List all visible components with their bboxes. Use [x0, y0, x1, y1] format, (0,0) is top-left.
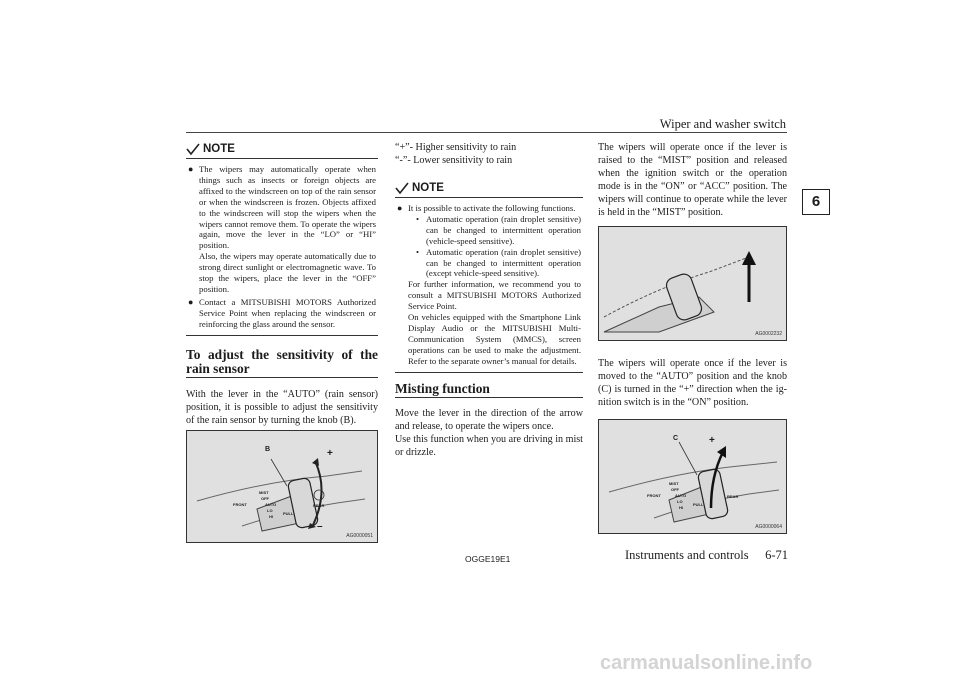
- paragraph: The wipers will operate once if the lever is moved to the “AUTO” position and the knob (C) is turned in the “+” direction when the ignition switch is in the “ON” position.: [598, 358, 787, 408]
- watermark: carmanualsonline.info: [600, 652, 813, 674]
- label-hi: HI: [679, 505, 683, 510]
- note-bullet: [397, 203, 581, 367]
- note-content: [395, 198, 583, 372]
- note-bullet: [188, 297, 376, 330]
- section-title-misting: Misting function: [395, 380, 490, 396]
- sensitivity-line: “+”- Higher sensitivity to rain: [395, 142, 517, 153]
- label-hi: HI: [269, 514, 273, 519]
- note-sub-item: [408, 214, 581, 247]
- label-knob: B: [265, 446, 271, 453]
- right-column-middle: [598, 357, 787, 409]
- label-rear: REAR: [727, 494, 739, 499]
- note-label: NOTE: [412, 182, 444, 194]
- paragraph: Move the lever in the direction of the arrow and release, to operate the wipers once.: [395, 407, 583, 432]
- label-pull: PULL: [693, 502, 704, 507]
- label-lo: LO: [267, 508, 273, 513]
- section-title-rain-sensor: To adjust the sensitivity of the rain sensor: [186, 346, 378, 376]
- note-check-icon: [186, 143, 200, 156]
- note-sub-item-text: Automatic operation (rain droplet sensitive) can be changed to intermittent operation (except vehicle-speed sensitive).: [426, 246, 581, 279]
- label-off: OFF: [671, 487, 679, 492]
- footer-doc-code: OGGE19E1: [465, 554, 511, 564]
- paragraph: Use this function when you are driving in mist or drizzle.: [395, 433, 583, 458]
- note-sub-item-text: Automatic operation (rain droplet sensitive) can be changed to intermittent operation (vehicle-speed sensitive).: [426, 213, 581, 246]
- bullet-icon: ●: [188, 164, 194, 174]
- figure-code: AG0002232: [755, 331, 782, 337]
- figure-mist-lever: [598, 226, 787, 341]
- note-check-icon: [395, 182, 409, 195]
- label-pull: PULL: [283, 511, 294, 516]
- note-header: [395, 180, 583, 198]
- section-rule: [186, 377, 378, 378]
- running-header-title: Wiper and washer switch: [659, 117, 786, 131]
- footer-section-name: Instruments and controls: [625, 548, 749, 562]
- figure-code: AG0000064: [755, 524, 782, 530]
- sensitivity-line: “-”- Lower sensitivity to rain: [395, 155, 513, 166]
- auto-knob-illustration: [599, 420, 786, 533]
- note-box-left: [186, 141, 378, 336]
- sub-bullet-icon: •: [416, 213, 420, 224]
- note-sub-item: [408, 247, 581, 280]
- note-intro: It is possible to activate the following functions.: [408, 203, 576, 213]
- sub-bullet-icon: •: [416, 246, 420, 257]
- label-front: FRONT: [647, 493, 661, 498]
- middle-column: [395, 141, 583, 459]
- mist-lever-illustration: [599, 227, 786, 340]
- label-mist: MIST: [669, 481, 679, 486]
- label-plus: +: [709, 435, 715, 446]
- label-auto: AUTO: [265, 502, 277, 507]
- left-column: [186, 141, 378, 427]
- note-bullet-text: Contact a MITSUBISHI MOTORS Authorized Service Point when replacing the windscreen or reinforcing the glass around the sensor.: [199, 296, 376, 329]
- figure-rain-sensor-knob: [186, 430, 378, 543]
- note-paragraph: On vehicles equipped with the Smartphone Link Display Audio or the MITSUBISHI Multi-Communication System (MMCS), screen operations can be used to make the adjustment. Refer to the separate owner’s manual for details.: [408, 312, 581, 366]
- note-bullet-text: The wipers may automatically operate when things such as insects or foreign objects are affixed to the windscreen on top of the rain sensor or when the windscreen is frozen. Objects affixed to the windscreen will stop the wipers when the wipers cannot remove them. To operate the wipers again, move the lever in the “LO” or “HI” position.: [199, 164, 376, 251]
- note-content: [186, 159, 378, 335]
- label-off: OFF: [261, 496, 269, 501]
- label-minus: –: [317, 521, 323, 532]
- paragraph: With the lever in the “AUTO” (rain sensor) position, it is possible to adjust the sensitivity of the rain sensor by turning the knob (B).: [186, 388, 378, 426]
- note-bullet: [188, 164, 376, 295]
- note-header: [186, 141, 378, 159]
- label-plus: +: [327, 448, 333, 459]
- figure-auto-knob: [598, 419, 787, 534]
- note-box-middle: [395, 180, 583, 373]
- note-paragraph: For further information, we recommend you to consult a MITSUBISHI MOTORS Authorized Service Point.: [408, 279, 581, 312]
- paragraph: The wipers will operate once if the lever is raised to the “MIST” position and released when the ignition switch or the operation mode is in the “ON” or “ACC” position. The wipers will continue to operate while the lever is held in the “MIST” position.: [598, 142, 787, 218]
- label-knob: C: [673, 435, 679, 442]
- chapter-tab: 6: [802, 189, 830, 215]
- note-bullet-text: Also, the wipers may operate automatically due to strong direct sunlight or electromagnetic wave. To stop the wipers, place the lever in the “OFF” position.: [199, 251, 376, 294]
- section-rule: [395, 397, 583, 398]
- figure-code: AG0000051: [346, 533, 373, 539]
- right-column-top: [598, 141, 787, 219]
- bullet-icon: ●: [188, 296, 194, 307]
- label-front: FRONT: [233, 502, 247, 507]
- label-rear: REAR: [313, 503, 325, 508]
- footer-page-number: 6-71: [765, 548, 788, 562]
- bullet-icon: ●: [397, 203, 403, 213]
- note-label: NOTE: [203, 143, 235, 155]
- label-mist: MIST: [259, 490, 269, 495]
- wiper-lever-illustration: [187, 431, 377, 542]
- header-rule: [186, 132, 787, 133]
- label-auto: AUTO: [675, 493, 687, 498]
- label-lo: LO: [677, 499, 683, 504]
